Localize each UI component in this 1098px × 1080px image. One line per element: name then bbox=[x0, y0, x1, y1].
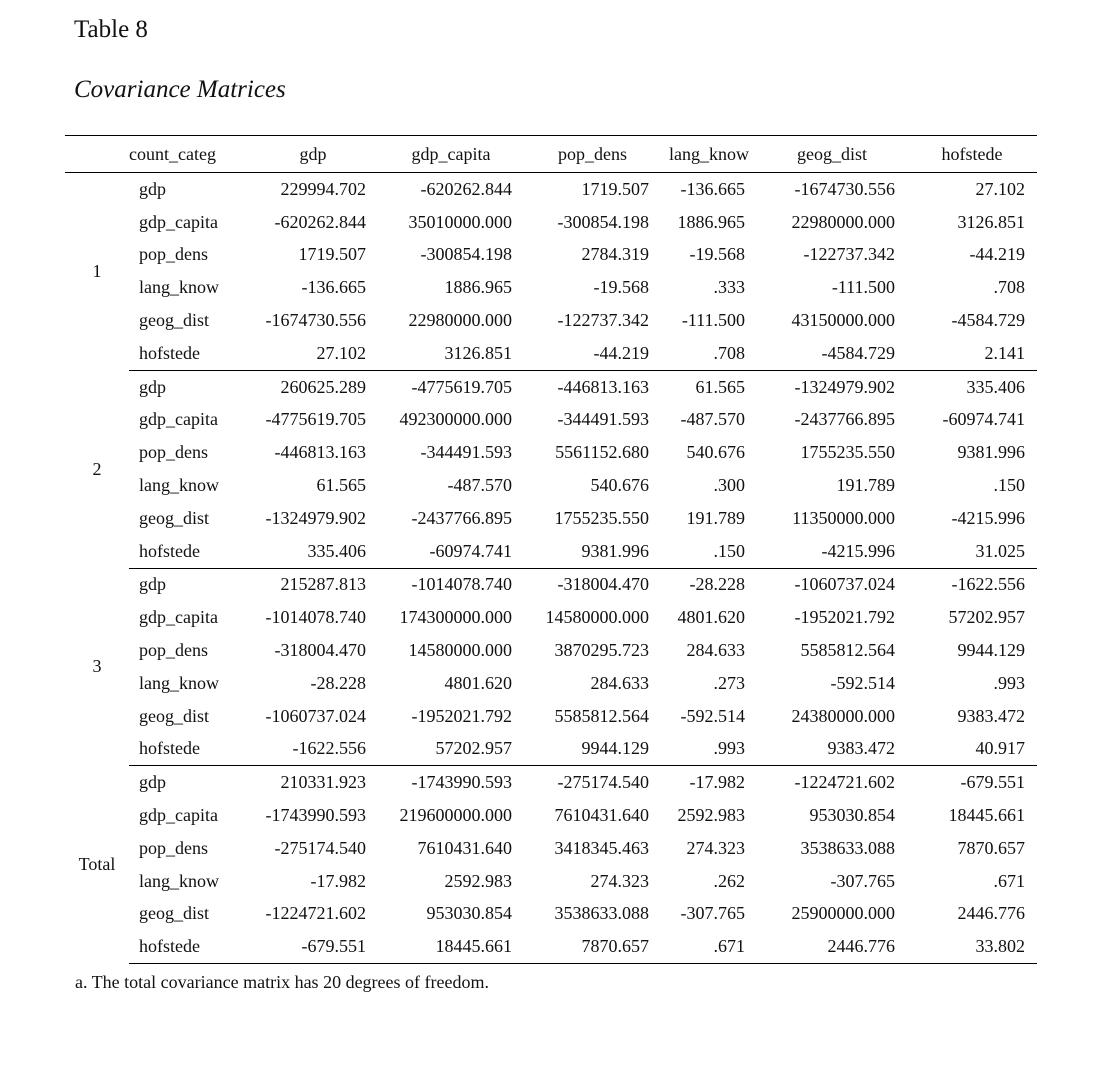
row-variable: hofstede bbox=[139, 738, 200, 759]
covariance-table bbox=[65, 135, 1037, 964]
group-label: 3 bbox=[92, 656, 102, 677]
cell-gdp: -679.551 bbox=[248, 930, 378, 963]
row-variable: lang_know bbox=[139, 475, 219, 496]
cell-pop-dens: 284.633 bbox=[590, 672, 649, 693]
cell-pop-dens: -275174.540 bbox=[524, 766, 661, 799]
cell-gdp-capita: 14580000.000 bbox=[408, 640, 512, 661]
table-row bbox=[65, 700, 1037, 733]
cell-gdp: -1674730.556 bbox=[265, 310, 366, 331]
row-variable: pop_dens bbox=[139, 837, 208, 858]
cell-gdp: -1743990.593 bbox=[265, 805, 366, 826]
cell-hofstede: 33.802 bbox=[907, 930, 1037, 963]
group-label: 1 bbox=[65, 173, 129, 371]
cell-geog-dist: 2446.776 bbox=[757, 930, 907, 963]
row-variable: gdp_capita bbox=[139, 211, 218, 232]
cell-hofstede: 9383.472 bbox=[957, 705, 1025, 726]
cell-gdp-capita: 2592.983 bbox=[444, 870, 512, 891]
table-footnote: a. The total covariance matrix has 20 degrees of freedom. bbox=[75, 972, 489, 992]
cell-geog-dist: 191.789 bbox=[836, 475, 895, 496]
cell-pop-dens: 1719.507 bbox=[524, 173, 661, 206]
cell-geog-dist: -4215.996 bbox=[821, 540, 895, 561]
cell-hofstede: -679.551 bbox=[907, 766, 1037, 799]
cell-gdp-capita: 18445.661 bbox=[378, 930, 524, 963]
cell-geog-dist: -1224721.602 bbox=[757, 766, 907, 799]
cell-geog-dist: 9383.472 bbox=[827, 738, 895, 759]
cell-lang-know: 61.565 bbox=[661, 370, 757, 403]
cell-gdp: -1622.556 bbox=[292, 738, 366, 759]
cell-hofstede: 335.406 bbox=[907, 370, 1037, 403]
table-number: Table 8 bbox=[74, 16, 148, 43]
cell-geog-dist: -4584.729 bbox=[821, 342, 895, 363]
cell-gdp: -318004.470 bbox=[274, 640, 366, 661]
cell-pop-dens: 3870295.723 bbox=[554, 640, 649, 661]
row-variable: lang_know bbox=[139, 870, 219, 891]
table-row bbox=[65, 469, 1037, 502]
cell-gdp-capita: -60974.741 bbox=[429, 540, 512, 561]
cell-hofstede: -60974.741 bbox=[942, 409, 1025, 430]
cell-pop-dens: 5561152.680 bbox=[555, 442, 649, 463]
row-variable: pop_dens bbox=[139, 244, 208, 265]
cell-gdp: -1060737.024 bbox=[265, 705, 366, 726]
cell-geog-dist: -111.500 bbox=[831, 277, 895, 298]
cell-geog-dist: -1674730.556 bbox=[757, 173, 907, 206]
cell-gdp: -446813.163 bbox=[274, 442, 366, 463]
table-row bbox=[65, 535, 1037, 568]
row-variable: pop_dens bbox=[139, 640, 208, 661]
group-label: Total bbox=[78, 854, 116, 875]
table-row bbox=[65, 568, 1037, 601]
row-variable: gdp_capita bbox=[139, 805, 218, 826]
cell-pop-dens: 3418345.463 bbox=[554, 837, 649, 858]
cell-gdp-capita: -344491.593 bbox=[420, 442, 512, 463]
cell-hofstede: -4584.729 bbox=[951, 310, 1025, 331]
header-lang-know: lang_know bbox=[661, 136, 757, 173]
row-variable: gdp bbox=[129, 173, 248, 206]
table-row bbox=[65, 930, 1037, 963]
cell-pop-dens: -19.568 bbox=[593, 277, 649, 298]
table-row bbox=[65, 634, 1037, 667]
cell-pop-dens: 2784.319 bbox=[581, 244, 649, 265]
cell-hofstede: .671 bbox=[993, 870, 1025, 891]
cell-gdp: -1324979.902 bbox=[265, 507, 366, 528]
row-variable: geog_dist bbox=[139, 507, 209, 528]
cell-geog-dist: 1755235.550 bbox=[800, 442, 895, 463]
cell-geog-dist: 25900000.000 bbox=[791, 903, 895, 924]
table-row bbox=[65, 206, 1037, 239]
cell-geog-dist: 43150000.000 bbox=[791, 310, 895, 331]
cell-geog-dist: -1060737.024 bbox=[757, 568, 907, 601]
cell-gdp-capita: 57202.957 bbox=[435, 738, 512, 759]
cell-gdp-capita: 22980000.000 bbox=[408, 310, 512, 331]
table-row bbox=[65, 898, 1037, 931]
cell-lang-know: -111.500 bbox=[681, 310, 745, 331]
cell-gdp-capita: -1952021.792 bbox=[411, 705, 512, 726]
cell-gdp-capita: -4775619.705 bbox=[378, 370, 524, 403]
cell-lang-know: 191.789 bbox=[686, 507, 745, 528]
cell-geog-dist: -1324979.902 bbox=[757, 370, 907, 403]
cell-pop-dens: -344491.593 bbox=[557, 409, 649, 430]
table-row bbox=[65, 799, 1037, 832]
cell-hofstede: 27.102 bbox=[907, 173, 1037, 206]
cell-gdp-capita: 953030.854 bbox=[426, 903, 512, 924]
cell-pop-dens: -446813.163 bbox=[524, 370, 661, 403]
table-row bbox=[65, 865, 1037, 898]
row-variable: gdp_capita bbox=[139, 607, 218, 628]
row-variable: lang_know bbox=[139, 277, 219, 298]
cell-pop-dens: 7610431.640 bbox=[554, 805, 649, 826]
cell-hofstede: -4215.996 bbox=[951, 507, 1025, 528]
cell-gdp-capita: 492300000.000 bbox=[399, 409, 512, 430]
cell-pop-dens: -44.219 bbox=[593, 342, 649, 363]
cell-pop-dens: 3538633.088 bbox=[554, 903, 649, 924]
cell-gdp: 1719.507 bbox=[298, 244, 366, 265]
cell-gdp: -17.982 bbox=[310, 870, 366, 891]
cell-gdp-capita: -620262.844 bbox=[378, 173, 524, 206]
cell-lang-know: -19.568 bbox=[689, 244, 745, 265]
header-hofstede: hofstede bbox=[907, 136, 1037, 173]
row-variable: pop_dens bbox=[139, 442, 208, 463]
cell-pop-dens: -122737.342 bbox=[557, 310, 649, 331]
cell-hofstede: 2446.776 bbox=[957, 903, 1025, 924]
cell-hofstede: .993 bbox=[993, 672, 1025, 693]
header-row bbox=[65, 136, 1037, 173]
cell-lang-know: .150 bbox=[713, 540, 745, 561]
cell-pop-dens: 9944.129 bbox=[581, 738, 649, 759]
cell-lang-know: .671 bbox=[661, 930, 757, 963]
cell-gdp-capita: 219600000.000 bbox=[399, 805, 512, 826]
cell-gdp: 210331.923 bbox=[248, 766, 378, 799]
cell-lang-know: 1886.965 bbox=[677, 211, 745, 232]
cell-gdp-capita: -300854.198 bbox=[420, 244, 512, 265]
cell-gdp: -275174.540 bbox=[274, 837, 366, 858]
header-gdp-capita: gdp_capita bbox=[378, 136, 524, 173]
table-header bbox=[65, 136, 1037, 173]
cell-lang-know: .708 bbox=[713, 342, 745, 363]
cell-gdp-capita: 1886.965 bbox=[444, 277, 512, 298]
cell-hofstede: 7870.657 bbox=[957, 837, 1025, 858]
cell-gdp: 260625.289 bbox=[248, 370, 378, 403]
cell-pop-dens: 540.676 bbox=[590, 475, 649, 496]
cell-gdp: 61.565 bbox=[316, 475, 366, 496]
header-pop-dens: pop_dens bbox=[524, 136, 661, 173]
cell-geog-dist: 5585812.564 bbox=[800, 640, 895, 661]
header-geog-dist: geog_dist bbox=[757, 136, 907, 173]
cell-gdp: -1014078.740 bbox=[265, 607, 366, 628]
table-row bbox=[65, 436, 1037, 469]
cell-geog-dist: -307.765 bbox=[830, 870, 895, 891]
cell-gdp: 215287.813 bbox=[248, 568, 378, 601]
row-variable: gdp bbox=[129, 766, 248, 799]
cell-gdp-capita: -1014078.740 bbox=[378, 568, 524, 601]
table-row bbox=[65, 173, 1037, 206]
group-label: 2 bbox=[92, 458, 102, 479]
table-row bbox=[65, 667, 1037, 700]
cell-lang-know: .333 bbox=[713, 277, 745, 298]
cell-hofstede: -44.219 bbox=[969, 244, 1025, 265]
table-row bbox=[65, 766, 1037, 799]
table-row bbox=[65, 304, 1037, 337]
cell-hofstede: 31.025 bbox=[975, 540, 1025, 561]
cell-gdp-capita: 174300000.000 bbox=[399, 607, 512, 628]
cell-lang-know: -487.570 bbox=[680, 409, 745, 430]
table-row bbox=[65, 832, 1037, 865]
table-row bbox=[65, 337, 1037, 370]
cell-lang-know: .273 bbox=[713, 672, 745, 693]
cell-gdp-capita: 3126.851 bbox=[444, 342, 512, 363]
cell-gdp: -620262.844 bbox=[274, 211, 366, 232]
cell-hofstede: .708 bbox=[993, 277, 1025, 298]
header-count-categ: count_categ bbox=[129, 136, 248, 173]
cell-geog-dist: 953030.854 bbox=[809, 805, 895, 826]
row-variable: lang_know bbox=[139, 672, 219, 693]
cell-gdp-capita: -1743990.593 bbox=[378, 766, 524, 799]
row-variable: geog_dist bbox=[139, 310, 209, 331]
table-row bbox=[65, 733, 1037, 766]
row-variable: hofstede bbox=[139, 540, 200, 561]
cell-lang-know: .993 bbox=[713, 738, 745, 759]
cell-geog-dist: 24380000.000 bbox=[791, 705, 895, 726]
cell-gdp-capita: 35010000.000 bbox=[408, 211, 512, 232]
cell-lang-know: 284.633 bbox=[686, 640, 745, 661]
row-variable: gdp_capita bbox=[139, 409, 218, 430]
cell-pop-dens: 274.323 bbox=[590, 870, 649, 891]
row-variable: hofstede bbox=[129, 930, 248, 963]
cell-pop-dens: 9381.996 bbox=[581, 540, 649, 561]
cell-gdp: 229994.702 bbox=[248, 173, 378, 206]
table-body bbox=[65, 173, 1037, 964]
cell-geog-dist: -592.514 bbox=[830, 672, 895, 693]
cell-gdp: 27.102 bbox=[316, 342, 366, 363]
row-variable: geog_dist bbox=[139, 903, 209, 924]
cell-gdp: 335.406 bbox=[307, 540, 366, 561]
cell-pop-dens: 1755235.550 bbox=[554, 507, 649, 528]
cell-hofstede: .150 bbox=[993, 475, 1025, 496]
cell-gdp-capita: 7610431.640 bbox=[417, 837, 512, 858]
cell-gdp-capita: -487.570 bbox=[447, 475, 512, 496]
table-row bbox=[65, 271, 1037, 304]
cell-lang-know: -136.665 bbox=[661, 173, 757, 206]
cell-lang-know: -592.514 bbox=[680, 705, 745, 726]
cell-hofstede: 18445.661 bbox=[948, 805, 1025, 826]
cell-lang-know: -28.228 bbox=[661, 568, 757, 601]
cell-hofstede: 40.917 bbox=[975, 738, 1025, 759]
cell-lang-know: 274.323 bbox=[686, 837, 745, 858]
row-variable: geog_dist bbox=[139, 705, 209, 726]
cell-gdp: -4775619.705 bbox=[265, 409, 366, 430]
cell-geog-dist: 11350000.000 bbox=[792, 507, 895, 528]
table-title: Covariance Matrices bbox=[74, 76, 286, 103]
cell-geog-dist: -122737.342 bbox=[803, 244, 895, 265]
cell-lang-know: -17.982 bbox=[661, 766, 757, 799]
cell-pop-dens: 7870.657 bbox=[524, 930, 661, 963]
cell-hofstede: -1622.556 bbox=[907, 568, 1037, 601]
cell-lang-know: .262 bbox=[713, 870, 745, 891]
cell-lang-know: .300 bbox=[713, 475, 745, 496]
cell-geog-dist: 3538633.088 bbox=[800, 837, 895, 858]
row-variable: gdp bbox=[129, 370, 248, 403]
cell-gdp: -1224721.602 bbox=[265, 903, 366, 924]
row-variable: hofstede bbox=[139, 342, 200, 363]
cell-hofstede: 57202.957 bbox=[948, 607, 1025, 628]
cell-gdp: -28.228 bbox=[310, 672, 366, 693]
cell-gdp-capita: 4801.620 bbox=[444, 672, 512, 693]
table-row bbox=[65, 404, 1037, 437]
table-row bbox=[65, 601, 1037, 634]
cell-gdp: -136.665 bbox=[301, 277, 366, 298]
cell-hofstede: 9944.129 bbox=[957, 640, 1025, 661]
cell-geog-dist: -1952021.792 bbox=[794, 607, 895, 628]
cell-geog-dist: 22980000.000 bbox=[791, 211, 895, 232]
cell-pop-dens: 5585812.564 bbox=[554, 705, 649, 726]
cell-hofstede: 3126.851 bbox=[957, 211, 1025, 232]
cell-pop-dens: -300854.198 bbox=[557, 211, 649, 232]
header-gdp: gdp bbox=[248, 136, 378, 173]
cell-lang-know: 540.676 bbox=[686, 442, 745, 463]
table-row bbox=[65, 239, 1037, 272]
table-row bbox=[65, 502, 1037, 535]
cell-geog-dist: -2437766.895 bbox=[794, 409, 895, 430]
cell-hofstede: 9381.996 bbox=[957, 442, 1025, 463]
cell-lang-know: 4801.620 bbox=[677, 607, 745, 628]
cell-gdp-capita: -2437766.895 bbox=[411, 507, 512, 528]
cell-pop-dens: 14580000.000 bbox=[545, 607, 649, 628]
cell-lang-know: 2592.983 bbox=[677, 805, 745, 826]
row-variable: gdp bbox=[129, 568, 248, 601]
cell-hofstede: 2.141 bbox=[984, 342, 1025, 363]
header-corner bbox=[65, 136, 129, 173]
cell-pop-dens: -318004.470 bbox=[524, 568, 661, 601]
cell-lang-know: -307.765 bbox=[680, 903, 745, 924]
table-row bbox=[65, 370, 1037, 403]
